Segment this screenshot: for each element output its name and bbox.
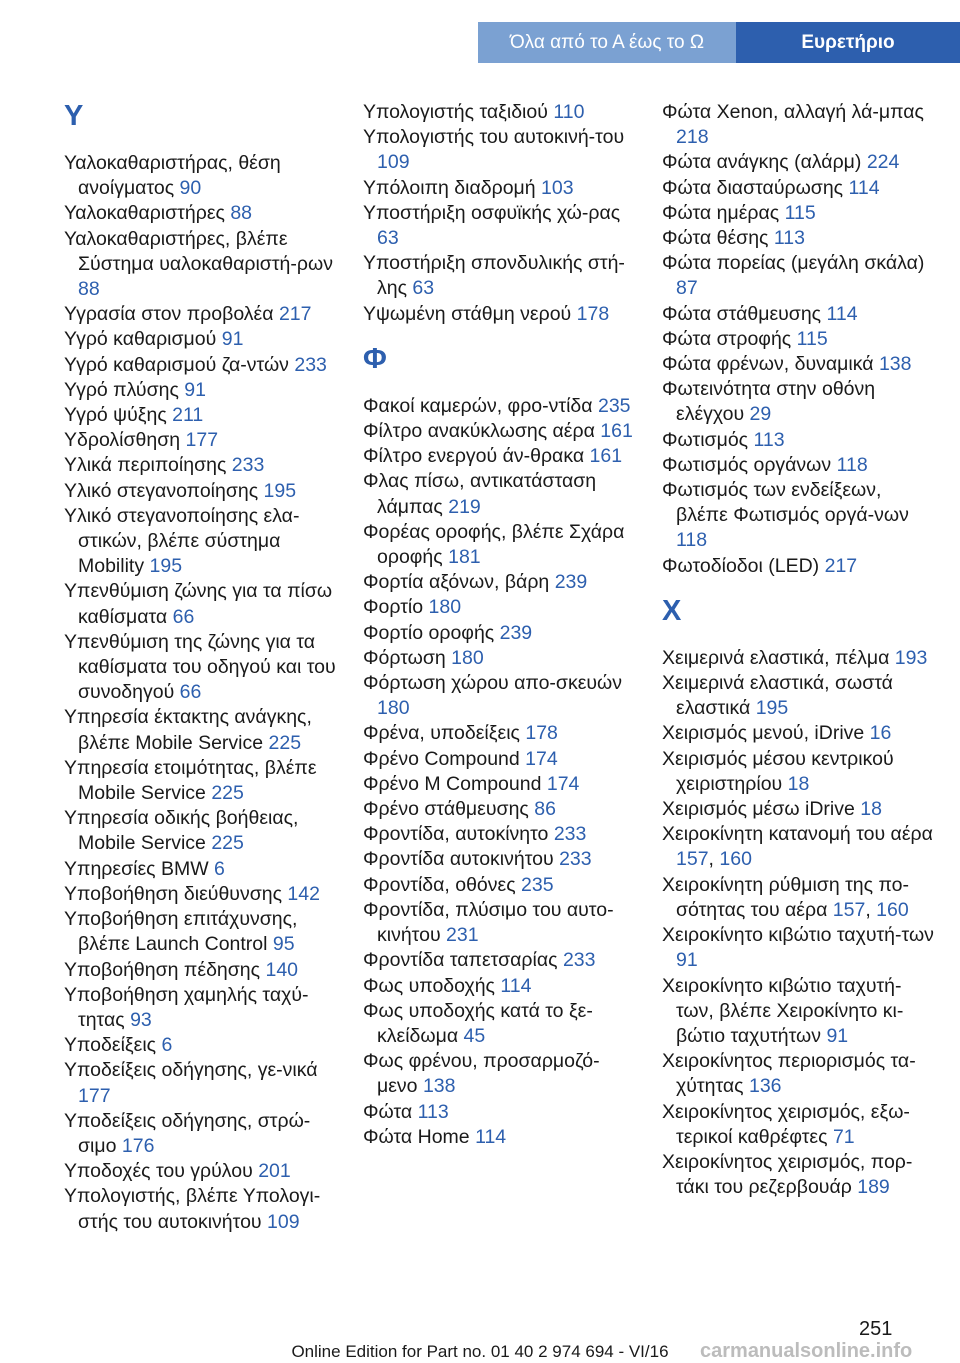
index-entry-text: Χειμερινά ελαστικά, σωστά ελαστικά bbox=[662, 672, 893, 720]
index-entry bbox=[64, 630, 336, 706]
index-column-1 bbox=[64, 100, 336, 1235]
page-link[interactable]: 239 bbox=[499, 621, 533, 644]
index-entry-text: Χειροκίνητος περιορισμός τα-χύτητας bbox=[662, 1050, 916, 1098]
index-entry bbox=[662, 822, 934, 872]
index-entry-text: Φρένο Compound bbox=[363, 747, 526, 770]
index-entry-text: Χειροκίνητος χειρισμός, πορ-τάκι του ρεζερβουάρ bbox=[662, 1150, 913, 1199]
page-link[interactable]: 118 bbox=[676, 529, 708, 552]
page-link[interactable]: 180 bbox=[428, 596, 462, 619]
page-link[interactable]: 233 bbox=[562, 949, 596, 972]
index-entry bbox=[662, 554, 934, 579]
section-letter: Φ bbox=[363, 342, 387, 375]
index-entry bbox=[662, 352, 934, 377]
index-entry bbox=[64, 958, 336, 983]
index-entry-text: Φώτα ημέρας bbox=[662, 201, 785, 224]
index-entry-text: Φρένο στάθμευσης bbox=[363, 798, 535, 821]
page-link[interactable]: 114 bbox=[826, 302, 858, 325]
index-entry-text: Φορτίο bbox=[363, 596, 429, 619]
page-link[interactable]: 63 bbox=[377, 227, 399, 250]
page-link[interactable]: 157 bbox=[832, 898, 866, 921]
page-link[interactable]: 115 bbox=[784, 201, 816, 224]
page-link[interactable]: 113 bbox=[773, 227, 805, 250]
page-link[interactable]: 110 bbox=[553, 101, 585, 123]
section-letter: Υ bbox=[64, 100, 84, 132]
index-entry-text: Υαλοκαθαριστήρες, βλέπε Σύστημα υαλοκαθαριστή-ρων bbox=[64, 227, 333, 275]
page-link[interactable]: 93 bbox=[130, 1008, 152, 1031]
page-link[interactable]: 66 bbox=[179, 681, 202, 704]
page-link[interactable]: 91 bbox=[676, 949, 698, 972]
index-entry-text: Φροντίδα αυτοκινήτου bbox=[363, 848, 560, 871]
index-entry bbox=[363, 974, 635, 999]
index-entry-text: Φώτα ανάγκης (αλάρμ) bbox=[662, 151, 867, 174]
index-entry bbox=[64, 453, 336, 478]
index-entry bbox=[64, 428, 336, 453]
index-entry bbox=[64, 705, 336, 755]
page-link[interactable]: 91 bbox=[826, 1024, 849, 1047]
index-entry-text: Φρένα, υποδείξεις bbox=[363, 722, 526, 745]
index-entry bbox=[64, 227, 336, 303]
index-entry bbox=[662, 428, 934, 453]
index-entry bbox=[662, 377, 934, 427]
index-entry-text: Φίλτρο ενεργού άν-θρακα bbox=[363, 445, 590, 468]
index-entry bbox=[363, 251, 635, 301]
index-entry-text: Υπενθύμιση της ζώνης για τα καθίσματα του οδηγού και του συνοδηγού bbox=[64, 630, 336, 704]
index-entry bbox=[64, 353, 336, 378]
index-entry bbox=[64, 479, 336, 504]
index-entry bbox=[363, 100, 635, 125]
page-link[interactable]: 45 bbox=[463, 1024, 486, 1047]
page-link[interactable]: 174 bbox=[546, 772, 580, 795]
page-link[interactable]: 6 bbox=[161, 1034, 173, 1057]
index-entry bbox=[662, 478, 934, 554]
watermark: carmanualsonline.info bbox=[700, 1340, 913, 1362]
page-link[interactable]: 88 bbox=[78, 278, 100, 301]
index-entry bbox=[64, 579, 336, 629]
page-link[interactable]: 138 bbox=[878, 353, 912, 376]
index-entry bbox=[363, 1125, 635, 1150]
index-entry-text: Χειρισμός μενού, iDrive bbox=[662, 722, 870, 745]
index-entry-text: Χειμερινά ελαστικά, πέλμα bbox=[662, 646, 895, 669]
page-link[interactable]: 235 bbox=[521, 873, 554, 896]
index-entry-text: Φώτα Xenon, αλλαγή λά-μπας bbox=[662, 101, 924, 123]
page-link[interactable]: 177 bbox=[185, 429, 219, 452]
index-entry-text: Χειροκίνητη κατανομή του αέρα bbox=[662, 823, 933, 846]
index-entry-text: Φως υποδοχής κατά το ξε-κλείδωμα bbox=[363, 999, 593, 1047]
index-entry bbox=[64, 403, 336, 428]
section-letter: Χ bbox=[662, 594, 682, 627]
index-entry-text: Υπηρεσία έκτακτης ανάγκης, βλέπε Mobile Service bbox=[64, 706, 312, 754]
index-entry-text: Φροντίδα ταπετσαρίας bbox=[363, 949, 563, 972]
index-entry-text: Φλας πίσω, αντικατάσταση λάμπας bbox=[363, 470, 597, 518]
index-entry bbox=[363, 176, 635, 201]
page-link[interactable]: 161 bbox=[589, 445, 623, 468]
index-entry-text: Χειρισμός μέσου κεντρικού χειριστηρίου bbox=[662, 747, 894, 795]
index-entry-text: Χειροκίνητος χειρισμός, εξω-τερικοί καθρέφτες bbox=[662, 1100, 910, 1148]
page-link[interactable]: 181 bbox=[448, 546, 481, 569]
page-link[interactable]: 90 bbox=[179, 177, 202, 200]
index-entry bbox=[662, 797, 934, 822]
index-entry bbox=[363, 822, 635, 847]
page-separator: , bbox=[708, 848, 720, 871]
page-link[interactable]: 113 bbox=[753, 428, 785, 451]
page-link[interactable]: 16 bbox=[869, 722, 892, 745]
page-link[interactable]: 91 bbox=[221, 328, 244, 351]
index-entry-text: Φορέας οροφής, βλέπε Σχάρα οροφής bbox=[363, 520, 625, 569]
index-entry-text: Φως υποδοχής bbox=[363, 974, 501, 997]
page-link[interactable]: 224 bbox=[866, 151, 900, 174]
index-entry bbox=[662, 226, 934, 251]
index-entry bbox=[363, 999, 635, 1049]
page-link[interactable]: 180 bbox=[377, 697, 410, 720]
page-link[interactable]: 211 bbox=[172, 404, 204, 427]
index-entry-text: Φωτισμός οργάνων bbox=[662, 453, 837, 476]
index-entry bbox=[363, 621, 635, 646]
index-column-3 bbox=[662, 100, 934, 1200]
index-entry-text: Φρένο M Compound bbox=[363, 772, 547, 795]
page-link[interactable]: 87 bbox=[676, 277, 698, 300]
page-link[interactable]: 157 bbox=[676, 848, 709, 871]
page-link[interactable]: 6 bbox=[214, 857, 225, 880]
index-entry bbox=[64, 327, 336, 352]
index-entry-text: Υλικά περιποίησης bbox=[64, 454, 232, 477]
index-entry bbox=[662, 747, 934, 797]
index-entry-text: Φροντίδα, πλύσιμο του αυτο-κινήτου bbox=[363, 898, 614, 947]
page-number: 251 bbox=[859, 1318, 893, 1340]
index-entry bbox=[64, 504, 336, 580]
index-entry bbox=[363, 1049, 635, 1099]
index-entry bbox=[662, 1150, 934, 1200]
page-link[interactable]: 225 bbox=[211, 782, 244, 805]
index-entry-text: Υποδείξεις οδήγησης, γε-νικά bbox=[64, 1059, 318, 1082]
index-entry bbox=[363, 747, 635, 772]
page-link[interactable]: 114 bbox=[848, 176, 880, 199]
page-link[interactable]: 140 bbox=[265, 958, 299, 981]
index-entry bbox=[363, 873, 635, 898]
index-entry-text: Υποβοήθηση επιτάχυνσης, βλέπε Launch Control bbox=[64, 908, 298, 956]
page-link[interactable]: 115 bbox=[796, 327, 828, 350]
page-link[interactable]: 88 bbox=[230, 202, 253, 225]
index-entry bbox=[64, 151, 336, 201]
index-entry bbox=[363, 646, 635, 671]
index-entry bbox=[64, 806, 336, 856]
index-entry-text: Υποβοήθηση πέδησης bbox=[64, 958, 266, 981]
page-link[interactable]: 66 bbox=[172, 605, 195, 628]
page-link[interactable]: 225 bbox=[211, 832, 244, 855]
page-link[interactable]: 109 bbox=[377, 151, 410, 174]
page-link[interactable]: 195 bbox=[755, 697, 789, 720]
index-entry bbox=[363, 125, 635, 175]
page-link[interactable]: 233 bbox=[294, 353, 327, 376]
index-entry bbox=[64, 302, 336, 327]
index-entry bbox=[64, 907, 336, 957]
index-entry bbox=[662, 100, 934, 150]
page-link[interactable]: 95 bbox=[272, 933, 295, 956]
index-entry bbox=[64, 756, 336, 806]
page-link[interactable]: 180 bbox=[451, 646, 484, 669]
index-entry-text: Χειροκίνητο κιβώτιο ταχυτή-των, βλέπε Χειροκίνητο κι-βώτιο ταχυτήτων bbox=[662, 974, 904, 1047]
index-entry bbox=[363, 570, 635, 595]
index-entry-text: Φώτα στάθμευσης bbox=[662, 302, 827, 325]
index-entry bbox=[363, 595, 635, 620]
page-header bbox=[0, 0, 960, 63]
index-entry-text: Υπολογιστής, βλέπε Υπολογι-στής του αυτοκινήτου bbox=[64, 1185, 321, 1233]
page-link[interactable]: 113 bbox=[417, 1100, 449, 1123]
index-entry bbox=[64, 1159, 336, 1184]
index-entry bbox=[662, 176, 934, 201]
page-link[interactable]: 233 bbox=[559, 848, 592, 871]
page-link[interactable]: 219 bbox=[448, 495, 481, 518]
index-entry-text: Υπηρεσίες BMW bbox=[64, 857, 215, 880]
index-entry-text: Φόρτωση χώρου απο-σκευών bbox=[363, 672, 623, 695]
index-entry bbox=[662, 201, 934, 226]
page-link[interactable]: 189 bbox=[857, 1176, 890, 1199]
page-link[interactable]: 136 bbox=[748, 1075, 782, 1098]
index-entry-text: Φώτα διασταύρωσης bbox=[662, 176, 849, 199]
index-entry-text: Φώτα bbox=[363, 1100, 418, 1123]
index-entry-text: Υποστήριξη σπονδυλικής στή-λης bbox=[363, 252, 625, 300]
index-entry-text: Φώτα θέσης bbox=[662, 227, 774, 250]
page-link[interactable]: 114 bbox=[475, 1125, 507, 1148]
index-entry-text: Υγρό καθαρισμού ζα-ντών bbox=[64, 353, 295, 376]
page-link[interactable]: 201 bbox=[258, 1160, 291, 1183]
index-entry bbox=[363, 721, 635, 746]
page-link[interactable]: 178 bbox=[576, 302, 610, 325]
page-link[interactable]: 18 bbox=[787, 772, 810, 795]
index-entry-text: Υγρό ψύξης bbox=[64, 404, 173, 427]
index-entry-text: Υψωμένη στάθμη νερού bbox=[363, 302, 577, 325]
header-tab-section[interactable]: Όλα από το Α έως το Ω bbox=[478, 22, 736, 63]
page-link[interactable]: 231 bbox=[446, 924, 479, 947]
header-tab-index[interactable]: Ευρετήριο bbox=[736, 22, 960, 63]
page-link[interactable]: 195 bbox=[149, 555, 183, 578]
index-entry-text: Φωτοδίοδοι (LED) bbox=[662, 554, 825, 577]
page-separator: , bbox=[865, 898, 877, 921]
index-entry bbox=[662, 1100, 934, 1150]
index-entry bbox=[662, 671, 934, 721]
index-entry bbox=[64, 201, 336, 226]
index-entry-text: Φίλτρο ανακύκλωσης αέρα bbox=[363, 420, 601, 443]
index-entry bbox=[662, 251, 934, 301]
page-link[interactable]: 160 bbox=[719, 848, 752, 871]
index-entry bbox=[363, 898, 635, 948]
index-entry-text: Χειροκίνητη ρύθμιση της πο-σότητας του αέρα bbox=[662, 873, 909, 921]
page-link[interactable]: 235 bbox=[597, 394, 631, 417]
index-entry-text: Υγρασία στον προβολέα bbox=[64, 303, 279, 326]
page-link[interactable]: 18 bbox=[860, 798, 882, 821]
index-entry bbox=[363, 772, 635, 797]
index-entry bbox=[363, 520, 635, 570]
index-entry bbox=[64, 983, 336, 1033]
index-column-2 bbox=[363, 100, 635, 1150]
page-link[interactable]: 63 bbox=[412, 277, 435, 300]
page-link[interactable]: 103 bbox=[541, 176, 574, 199]
index-entry bbox=[363, 444, 635, 469]
page-link[interactable]: 239 bbox=[554, 571, 588, 594]
index-entry-text: Φώτα στροφής bbox=[662, 327, 797, 350]
index-entry-text: Υαλοκαθαριστήρες bbox=[64, 202, 231, 225]
index-entry bbox=[363, 671, 635, 721]
page-link[interactable]: 142 bbox=[287, 882, 320, 905]
index-entry-text: Υπηρεσία ετοιμότητας, βλέπε Mobile Service bbox=[64, 756, 317, 805]
page-link[interactable]: 218 bbox=[676, 126, 709, 149]
index-entry bbox=[64, 1109, 336, 1159]
index-entry bbox=[363, 394, 635, 419]
index-entry bbox=[363, 469, 635, 519]
index-entry bbox=[662, 873, 934, 923]
footer-edition: Online Edition for Part no. 01 40 2 974 694 - VI/16 bbox=[291, 1342, 669, 1361]
index-entry-text: Φώτα Home bbox=[363, 1125, 476, 1148]
page-link[interactable]: 160 bbox=[876, 898, 909, 921]
index-entry bbox=[363, 419, 635, 444]
index-entry-text: Υπενθύμιση ζώνης για τα πίσω καθίσματα bbox=[64, 580, 333, 628]
page-link[interactable]: 225 bbox=[268, 731, 302, 754]
index-entry bbox=[662, 150, 934, 175]
index-entry bbox=[64, 1033, 336, 1058]
index-entry-text: Φως φρένου, προσαρμοζό-μενο bbox=[363, 1050, 600, 1098]
page-link[interactable]: 109 bbox=[267, 1210, 300, 1233]
index-entry-text: Φωτισμός bbox=[662, 428, 754, 451]
index-entry-text: Φορτία αξόνων, βάρη bbox=[363, 571, 555, 594]
page-link[interactable]: 29 bbox=[749, 403, 772, 426]
page-link[interactable]: 118 bbox=[836, 453, 868, 476]
page-link[interactable]: 71 bbox=[832, 1125, 855, 1148]
index-entry-text: Υλικό στεγανοποίησης ελα-στικών, βλέπε σύστημα Mobility bbox=[64, 504, 300, 578]
index-entry-text: Υπολογιστής ταξιδιού bbox=[363, 101, 554, 123]
index-entry-text: Φώτα φρένων, δυναμικά bbox=[662, 353, 879, 376]
index-entry bbox=[662, 327, 934, 352]
page-link[interactable]: 174 bbox=[525, 747, 558, 770]
index-entry-text: Φροντίδα, οθόνες bbox=[363, 873, 522, 896]
index-entry-text: Χειρισμός μέσω iDrive bbox=[662, 798, 861, 821]
index-entry bbox=[363, 201, 635, 251]
index-entry-text: Υποδείξεις bbox=[64, 1034, 162, 1057]
index-entry-text: Υποδοχές του γρύλου bbox=[64, 1160, 259, 1183]
index-entry bbox=[662, 1049, 934, 1099]
index-entry-text: Υπηρεσία οδικής βοήθειας, Mobile Service bbox=[64, 807, 299, 855]
page-link[interactable]: 217 bbox=[824, 554, 858, 577]
index-entry-text: Φώτα πορείας (μεγάλη σκάλα) bbox=[662, 252, 925, 275]
index-entry bbox=[363, 797, 635, 822]
index-entry bbox=[662, 721, 934, 746]
index-entry-text: Υποδείξεις οδήγησης, στρώ-σιμο bbox=[64, 1109, 311, 1157]
index-entry bbox=[363, 302, 635, 327]
page-link[interactable]: 176 bbox=[121, 1134, 155, 1157]
index-entry bbox=[363, 948, 635, 973]
index-entry-text: Υποστήριξη οσφυϊκής χώ-ρας bbox=[363, 201, 621, 224]
page-link[interactable]: 177 bbox=[78, 1084, 111, 1107]
index-entry-text: Υποβοήθηση διεύθυνσης bbox=[64, 882, 288, 905]
index-entry bbox=[64, 378, 336, 403]
index-entry bbox=[64, 857, 336, 882]
page-link[interactable]: 195 bbox=[263, 479, 297, 502]
index-entry-text: Υγρό πλύσης bbox=[64, 378, 185, 401]
page-link[interactable]: 217 bbox=[278, 303, 312, 326]
page-link[interactable]: 233 bbox=[553, 823, 587, 846]
page-link[interactable]: 86 bbox=[534, 798, 556, 821]
index-entry-text: Φωτισμός των ενδείξεων, βλέπε Φωτισμός οργά-νων bbox=[662, 479, 909, 527]
index-entry bbox=[363, 847, 635, 872]
index-entry-text: Φωτεινότητα στην οθόνη ελέγχου bbox=[662, 378, 876, 426]
page-link[interactable]: 138 bbox=[422, 1075, 456, 1098]
index-entry-text: Υπολογιστής του αυτοκινή-του bbox=[363, 126, 625, 149]
page-link[interactable]: 233 bbox=[231, 454, 265, 477]
index-entry-text: Υαλοκαθαριστήρας, θέση ανοίγματος bbox=[64, 152, 281, 200]
index-entry bbox=[662, 923, 934, 973]
index-entry-text: Υδρολίσθηση bbox=[64, 429, 186, 452]
page-link[interactable]: 161 bbox=[600, 420, 633, 443]
index-entry-text: Υπόλοιπη διαδρομή bbox=[363, 176, 542, 199]
page-link[interactable]: 178 bbox=[525, 722, 558, 745]
index-entry bbox=[64, 1058, 336, 1108]
page-link[interactable]: 114 bbox=[500, 974, 532, 997]
index-entry-text: Φακοί καμερών, φρο-ντίδα bbox=[363, 394, 598, 417]
index-entry bbox=[662, 646, 934, 671]
index-entry bbox=[363, 1100, 635, 1125]
index-entry-text: Υγρό καθαρισμού bbox=[64, 328, 222, 351]
index-entry-text: Φορτίο οροφής bbox=[363, 621, 500, 644]
index-entry-text: Χειροκίνητο κιβώτιο ταχυτή-των bbox=[662, 924, 934, 947]
index-entry-text: Υποβοήθηση χαμηλής ταχύ-τητας bbox=[64, 983, 309, 1031]
index-entry-text: Φροντίδα, αυτοκίνητο bbox=[363, 823, 554, 846]
index-entry-text: Φόρτωση bbox=[363, 646, 452, 669]
index-entry bbox=[662, 453, 934, 478]
index-entry bbox=[662, 974, 934, 1050]
page-link[interactable]: 91 bbox=[184, 378, 206, 401]
index-entry bbox=[64, 882, 336, 907]
page-link[interactable]: 193 bbox=[894, 646, 928, 669]
index-entry-text: Υλικό στεγανοποίησης bbox=[64, 479, 264, 502]
index-entry bbox=[64, 1184, 336, 1234]
index-entry bbox=[662, 302, 934, 327]
